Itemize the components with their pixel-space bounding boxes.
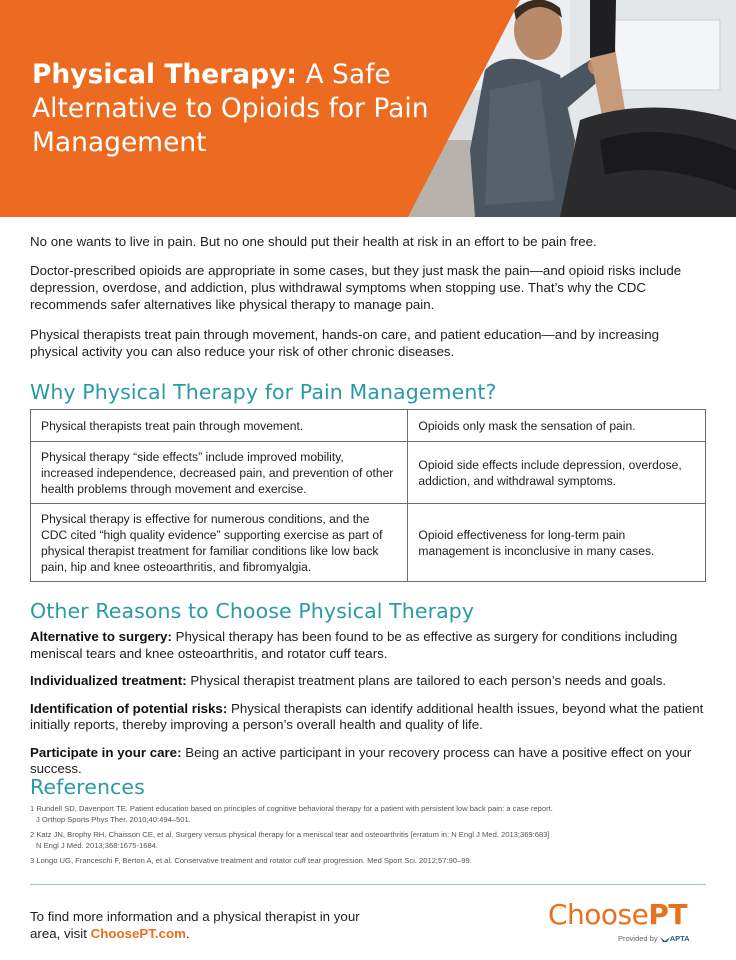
opioid-cell: Opioids only mask the sensation of pain.	[408, 410, 706, 442]
reason-text: Physical therapist treatment plans are tailored to each person’s needs and goals.	[186, 673, 667, 688]
footer-text-after: .	[185, 926, 190, 941]
reference-item	[30, 803, 630, 825]
pt-cell: Physical therapy “side effects” include improved mobility, increased independence, decreased pain, and prevention of other health problems through movement and exercise.	[31, 442, 408, 504]
footer-text	[30, 908, 360, 942]
reference-item	[30, 829, 630, 851]
logo-wordmark	[548, 898, 687, 931]
pt-cell: Physical therapy is effective for numerous conditions, and the CDC cited “high quality evidence” supporting exercise as part of physical therapist treatment for familiar conditions like low back pain, hip and knee osteoarthritis, and fibromyalgia.	[31, 504, 408, 582]
other-reasons-list	[30, 629, 710, 789]
choosept-logo	[548, 898, 708, 948]
reference-line: 2 Katz JN, Brophy RH, Chaisson CE, et al. Surgery versus physical therapy for a meniscal tear and osteoarthritis [erratum in: N Engl J Med. 2013;369:683]	[30, 830, 550, 839]
table-row	[31, 504, 706, 582]
intro-paragraph-1: No one wants to live in pain. But no one should put their health at risk in an effort to be pain free.	[30, 234, 597, 249]
title-rest: A Safe Alternative to Opioids for Pain Management	[32, 59, 429, 158]
reason-text: Being an active participant in your recovery process can have a positive effect on your success.	[30, 744, 692, 776]
title-bold: Physical Therapy:	[32, 59, 298, 90]
reason-item	[30, 701, 710, 734]
table-row	[31, 410, 706, 442]
reason-label: Individualized treatment:	[30, 673, 187, 688]
footer-text-before: To find more information and a physical therapist in your area, visit	[30, 909, 360, 941]
apta-eagle-icon	[660, 936, 670, 943]
opioid-cell: Opioid effectiveness for long-term pain management is inconclusive in many cases.	[408, 504, 706, 582]
reference-line: J Orthop Sports Phys Ther. 2010;40:494–501.	[36, 815, 191, 824]
reason-text: Physical therapists can identify additional health issues, beyond what the patient initially reports, thereby improving a person’s overall health and quality of life.	[30, 700, 704, 732]
choosept-link[interactable]: ChoosePT.com	[90, 926, 186, 941]
reference-line: 3 Longo UG, Franceschi F, Berton A, et al. Conservative treatment and rotator cuff tear progression. Med Sport Sci. 2012;57:90–99.	[30, 856, 472, 865]
reason-text: Physical therapy has been found to be as effective as surgery for conditions including meniscal tears and knee osteoarthritis, and rotator cuff tears.	[30, 629, 678, 661]
logo-choose: Choose	[548, 898, 649, 931]
reference-item	[30, 855, 630, 866]
reference-line: 1 Rundell SD, Davenport TE. Patient education based on principles of cognitive behavioral therapy for a patient with persistent low back pain: a case report.	[30, 804, 553, 813]
reason-label: Participate in your care:	[30, 744, 182, 760]
page-title	[32, 58, 452, 160]
pt-cell: Physical therapists treat pain through movement.	[31, 410, 408, 442]
intro-paragraph-3: Physical therapists treat pain through movement, hands-on care, and patient education—and by increasing physical activity you can also reduce your risk of other chronic diseases.	[30, 327, 660, 359]
provided-by	[618, 934, 690, 943]
why-heading: Why Physical Therapy for Pain Management?	[30, 380, 497, 404]
references-heading: References	[30, 775, 145, 799]
reason-label: Alternative to surgery:	[30, 629, 172, 644]
apta-label: APTA	[669, 934, 690, 943]
reason-item	[30, 745, 710, 778]
footer-divider	[30, 884, 706, 885]
provided-by-label: Provided by	[618, 934, 658, 943]
opioid-cell: Opioid side effects include depression, overdose, addiction, and withdrawal symptoms.	[408, 442, 706, 504]
logo-pt: PT	[648, 898, 687, 931]
reason-item	[30, 673, 710, 690]
table-row	[31, 442, 706, 504]
references-list	[30, 803, 630, 870]
intro-paragraph-2: Doctor-prescribed opioids are appropriate in some cases, but they just mask the pain—and opioid risks include depression, overdose, and addiction, plus withdrawal symptoms when stopping use. That’s why the CDC recommends safer alternatives like physical therapy to manage pain.	[30, 263, 682, 312]
intro-section	[30, 233, 708, 373]
header-banner	[0, 0, 736, 217]
reason-label: Identification of potential risks:	[30, 700, 228, 716]
comparison-table	[30, 409, 706, 582]
reason-item	[30, 629, 710, 662]
reference-line: N Engl J Med. 2013;368:1675-1684.	[36, 841, 159, 850]
other-reasons-heading: Other Reasons to Choose Physical Therapy	[30, 599, 475, 623]
